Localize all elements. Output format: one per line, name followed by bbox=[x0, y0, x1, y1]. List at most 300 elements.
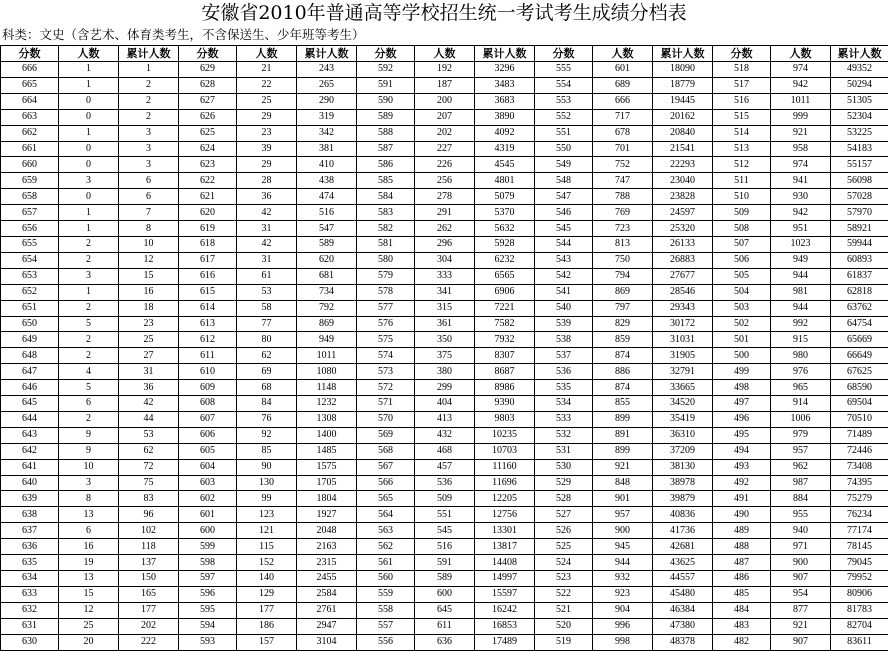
table-cell: 618 bbox=[179, 236, 237, 252]
table-cell: 78145 bbox=[831, 539, 888, 555]
table-cell: 508 bbox=[713, 221, 771, 237]
table-row bbox=[1, 364, 888, 380]
table-cell: 76234 bbox=[831, 507, 888, 523]
table-cell: 137 bbox=[119, 555, 179, 571]
table-cell: 628 bbox=[179, 77, 237, 93]
table-cell: 1011 bbox=[771, 93, 831, 109]
table-cell: 629 bbox=[179, 62, 237, 78]
table-cell: 608 bbox=[179, 396, 237, 412]
table-cell: 4801 bbox=[475, 173, 535, 189]
table-cell: 616 bbox=[179, 268, 237, 284]
table-cell: 290 bbox=[297, 93, 357, 109]
table-cell: 632 bbox=[1, 602, 59, 618]
table-cell: 944 bbox=[771, 268, 831, 284]
table-cell: 609 bbox=[179, 380, 237, 396]
table-cell: 620 bbox=[179, 205, 237, 221]
table-cell: 3296 bbox=[475, 62, 535, 78]
table-cell: 641 bbox=[1, 459, 59, 475]
table-cell: 566 bbox=[357, 475, 415, 491]
table-cell: 19445 bbox=[653, 93, 713, 109]
table-cell: 79045 bbox=[831, 555, 888, 571]
table-row bbox=[1, 459, 888, 475]
table-cell: 1011 bbox=[297, 348, 357, 364]
table-cell: 76 bbox=[237, 411, 297, 427]
table-cell: 644 bbox=[1, 411, 59, 427]
table-cell: 569 bbox=[357, 427, 415, 443]
table-cell: 13 bbox=[59, 507, 119, 523]
table-cell: 532 bbox=[535, 427, 593, 443]
table-cell: 987 bbox=[771, 475, 831, 491]
table-cell: 36 bbox=[237, 189, 297, 205]
table-cell: 42681 bbox=[653, 539, 713, 555]
table-cell: 256 bbox=[415, 173, 475, 189]
table-cell: 18090 bbox=[653, 62, 713, 78]
table-cell: 605 bbox=[179, 443, 237, 459]
table-row bbox=[1, 491, 888, 507]
table-cell: 900 bbox=[771, 555, 831, 571]
table-cell: 601 bbox=[179, 507, 237, 523]
table-cell: 568 bbox=[357, 443, 415, 459]
table-cell: 949 bbox=[771, 252, 831, 268]
table-cell: 538 bbox=[535, 332, 593, 348]
table-cell: 4092 bbox=[475, 125, 535, 141]
table-row bbox=[1, 316, 888, 332]
table-cell: 457 bbox=[415, 459, 475, 475]
table-cell: 1308 bbox=[297, 411, 357, 427]
table-cell: 615 bbox=[179, 284, 237, 300]
table-cell: 504 bbox=[713, 284, 771, 300]
table-cell: 645 bbox=[1, 396, 59, 412]
table-cell: 663 bbox=[1, 109, 59, 125]
table-cell: 53225 bbox=[831, 125, 888, 141]
table-cell: 497 bbox=[713, 396, 771, 412]
table-cell: 553 bbox=[535, 93, 593, 109]
table-cell: 584 bbox=[357, 189, 415, 205]
table-cell: 610 bbox=[179, 364, 237, 380]
table-row bbox=[1, 77, 888, 93]
table-row bbox=[1, 141, 888, 157]
table-cell: 944 bbox=[593, 555, 653, 571]
column-header: 分数 bbox=[179, 46, 237, 62]
table-cell: 1927 bbox=[297, 507, 357, 523]
table-cell: 556 bbox=[357, 634, 415, 650]
table-cell: 483 bbox=[713, 618, 771, 634]
table-cell: 915 bbox=[771, 332, 831, 348]
table-cell: 666 bbox=[1, 62, 59, 78]
table-cell: 69504 bbox=[831, 396, 888, 412]
table-cell: 559 bbox=[357, 586, 415, 602]
table-cell: 487 bbox=[713, 555, 771, 571]
table-cell: 52304 bbox=[831, 109, 888, 125]
table-cell: 1 bbox=[59, 125, 119, 141]
table-cell: 8986 bbox=[475, 380, 535, 396]
column-header: 分数 bbox=[1, 46, 59, 62]
table-cell: 544 bbox=[535, 236, 593, 252]
table-cell: 37209 bbox=[653, 443, 713, 459]
table-cell: 70510 bbox=[831, 411, 888, 427]
table-cell: 55157 bbox=[831, 157, 888, 173]
table-cell: 662 bbox=[1, 125, 59, 141]
table-cell: 85 bbox=[237, 443, 297, 459]
table-cell: 884 bbox=[771, 491, 831, 507]
table-row bbox=[1, 236, 888, 252]
table-row bbox=[1, 443, 888, 459]
table-cell: 243 bbox=[297, 62, 357, 78]
table-cell: 5370 bbox=[475, 205, 535, 221]
table-cell: 678 bbox=[593, 125, 653, 141]
table-cell: 577 bbox=[357, 300, 415, 316]
table-cell: 958 bbox=[771, 141, 831, 157]
column-header: 人数 bbox=[415, 46, 475, 62]
table-cell: 333 bbox=[415, 268, 475, 284]
table-cell: 942 bbox=[771, 205, 831, 221]
table-cell: 645 bbox=[415, 602, 475, 618]
table-cell: 2 bbox=[119, 77, 179, 93]
table-cell: 640 bbox=[1, 475, 59, 491]
table-cell: 265 bbox=[297, 77, 357, 93]
table-cell: 1148 bbox=[297, 380, 357, 396]
table-cell: 561 bbox=[357, 555, 415, 571]
table-cell: 16242 bbox=[475, 602, 535, 618]
table-cell: 380 bbox=[415, 364, 475, 380]
table-cell: 516 bbox=[297, 205, 357, 221]
table-cell: 66649 bbox=[831, 348, 888, 364]
table-cell: 992 bbox=[771, 316, 831, 332]
table-cell: 80 bbox=[237, 332, 297, 348]
table-cell: 587 bbox=[357, 141, 415, 157]
table-cell: 517 bbox=[713, 77, 771, 93]
table-cell: 44557 bbox=[653, 571, 713, 587]
table-cell: 202 bbox=[119, 618, 179, 634]
table-cell: 15597 bbox=[475, 586, 535, 602]
table-cell: 524 bbox=[535, 555, 593, 571]
table-cell: 998 bbox=[593, 634, 653, 650]
table-cell: 607 bbox=[179, 411, 237, 427]
table-cell: 17489 bbox=[475, 634, 535, 650]
table-cell: 499 bbox=[713, 364, 771, 380]
category-subtitle: 科类：文史（含艺术、体育类考生，不含保送生、少年班等考生） bbox=[2, 27, 365, 42]
table-cell: 891 bbox=[593, 427, 653, 443]
table-cell: 511 bbox=[713, 173, 771, 189]
table-cell: 533 bbox=[535, 411, 593, 427]
table-cell: 0 bbox=[59, 93, 119, 109]
table-cell: 3 bbox=[59, 268, 119, 284]
table-cell: 58921 bbox=[831, 221, 888, 237]
table-cell: 886 bbox=[593, 364, 653, 380]
table-cell: 578 bbox=[357, 284, 415, 300]
table-cell: 61837 bbox=[831, 268, 888, 284]
column-header: 累计人数 bbox=[297, 46, 357, 62]
table-cell: 262 bbox=[415, 221, 475, 237]
table-cell: 813 bbox=[593, 236, 653, 252]
table-cell: 73408 bbox=[831, 459, 888, 475]
table-cell: 630 bbox=[1, 634, 59, 650]
table-cell: 90 bbox=[237, 459, 297, 475]
table-cell: 548 bbox=[535, 173, 593, 189]
table-cell: 22 bbox=[237, 77, 297, 93]
table-cell: 468 bbox=[415, 443, 475, 459]
table-cell: 901 bbox=[593, 491, 653, 507]
table-cell: 1400 bbox=[297, 427, 357, 443]
table-cell: 11696 bbox=[475, 475, 535, 491]
table-cell: 974 bbox=[771, 62, 831, 78]
table-cell: 654 bbox=[1, 252, 59, 268]
table-cell: 42 bbox=[237, 205, 297, 221]
table-cell: 563 bbox=[357, 523, 415, 539]
table-cell: 115 bbox=[237, 539, 297, 555]
table-cell: 72 bbox=[119, 459, 179, 475]
table-cell: 46384 bbox=[653, 602, 713, 618]
table-cell: 1705 bbox=[297, 475, 357, 491]
table-cell: 20840 bbox=[653, 125, 713, 141]
table-cell: 660 bbox=[1, 157, 59, 173]
table-cell: 503 bbox=[713, 300, 771, 316]
table-cell: 375 bbox=[415, 348, 475, 364]
table-cell: 551 bbox=[415, 507, 475, 523]
table-cell: 361 bbox=[415, 316, 475, 332]
table-cell: 638 bbox=[1, 507, 59, 523]
table-cell: 1575 bbox=[297, 459, 357, 475]
table-cell: 627 bbox=[179, 93, 237, 109]
table-cell: 631 bbox=[1, 618, 59, 634]
table-cell: 565 bbox=[357, 491, 415, 507]
table-cell: 488 bbox=[713, 539, 771, 555]
table-cell: 999 bbox=[771, 109, 831, 125]
table-cell: 518 bbox=[713, 62, 771, 78]
table-cell: 611 bbox=[415, 618, 475, 634]
table-cell: 15 bbox=[119, 268, 179, 284]
table-cell: 12 bbox=[59, 602, 119, 618]
table-cell: 28546 bbox=[653, 284, 713, 300]
table-cell: 25 bbox=[237, 93, 297, 109]
table-cell: 591 bbox=[415, 555, 475, 571]
table-cell: 869 bbox=[593, 284, 653, 300]
table-cell: 514 bbox=[713, 125, 771, 141]
table-cell: 974 bbox=[771, 157, 831, 173]
table-cell: 31905 bbox=[653, 348, 713, 364]
table-cell: 2 bbox=[59, 300, 119, 316]
table-cell: 341 bbox=[415, 284, 475, 300]
table-cell: 18779 bbox=[653, 77, 713, 93]
table-row bbox=[1, 332, 888, 348]
table-cell: 788 bbox=[593, 189, 653, 205]
table-cell: 23 bbox=[237, 125, 297, 141]
table-cell: 955 bbox=[771, 507, 831, 523]
table-cell: 547 bbox=[535, 189, 593, 205]
table-cell: 1 bbox=[59, 221, 119, 237]
table-cell: 622 bbox=[179, 173, 237, 189]
table-cell: 8 bbox=[59, 491, 119, 507]
table-cell: 0 bbox=[59, 157, 119, 173]
table-cell: 528 bbox=[535, 491, 593, 507]
table-cell: 573 bbox=[357, 364, 415, 380]
table-cell: 3 bbox=[119, 125, 179, 141]
table-cell: 18 bbox=[119, 300, 179, 316]
table-cell: 4545 bbox=[475, 157, 535, 173]
table-cell: 523 bbox=[535, 571, 593, 587]
table-cell: 614 bbox=[179, 300, 237, 316]
header-row bbox=[1, 46, 888, 62]
table-cell: 507 bbox=[713, 236, 771, 252]
table-cell: 636 bbox=[1, 539, 59, 555]
table-cell: 572 bbox=[357, 380, 415, 396]
table-cell: 13301 bbox=[475, 523, 535, 539]
table-cell: 62818 bbox=[831, 284, 888, 300]
table-row bbox=[1, 205, 888, 221]
table-cell: 2 bbox=[59, 411, 119, 427]
table-cell: 68590 bbox=[831, 380, 888, 396]
table-cell: 530 bbox=[535, 459, 593, 475]
table-cell: 486 bbox=[713, 571, 771, 587]
table-cell: 597 bbox=[179, 571, 237, 587]
table-cell: 23828 bbox=[653, 189, 713, 205]
page-title: 安徽省2010年普通高等学校招生统一考试考生成绩分档表 bbox=[201, 2, 687, 24]
table-cell: 102 bbox=[119, 523, 179, 539]
table-cell: 604 bbox=[179, 459, 237, 475]
table-cell: 904 bbox=[593, 602, 653, 618]
table-row bbox=[1, 507, 888, 523]
table-cell: 557 bbox=[357, 618, 415, 634]
table-cell: 482 bbox=[713, 634, 771, 650]
table-row bbox=[1, 189, 888, 205]
column-header: 累计人数 bbox=[831, 46, 888, 62]
table-cell: 0 bbox=[59, 141, 119, 157]
table-cell: 62 bbox=[119, 443, 179, 459]
table-row bbox=[1, 586, 888, 602]
table-cell: 664 bbox=[1, 93, 59, 109]
table-cell: 3683 bbox=[475, 93, 535, 109]
table-cell: 202 bbox=[415, 125, 475, 141]
table-cell: 35419 bbox=[653, 411, 713, 427]
table-row bbox=[1, 427, 888, 443]
table-cell: 22293 bbox=[653, 157, 713, 173]
table-cell: 551 bbox=[535, 125, 593, 141]
table-cell: 598 bbox=[179, 555, 237, 571]
table-cell: 3 bbox=[119, 141, 179, 157]
table-cell: 621 bbox=[179, 189, 237, 205]
table-cell: 555 bbox=[535, 62, 593, 78]
table-cell: 981 bbox=[771, 284, 831, 300]
table-cell: 539 bbox=[535, 316, 593, 332]
table-cell: 635 bbox=[1, 555, 59, 571]
table-cell: 12 bbox=[119, 252, 179, 268]
table-cell: 501 bbox=[713, 332, 771, 348]
table-row bbox=[1, 221, 888, 237]
table-cell: 550 bbox=[535, 141, 593, 157]
table-cell: 5079 bbox=[475, 189, 535, 205]
table-cell: 941 bbox=[771, 173, 831, 189]
table-cell: 752 bbox=[593, 157, 653, 173]
table-cell: 637 bbox=[1, 523, 59, 539]
table-cell: 10235 bbox=[475, 427, 535, 443]
table-cell: 38978 bbox=[653, 475, 713, 491]
table-cell: 575 bbox=[357, 332, 415, 348]
table-cell: 750 bbox=[593, 252, 653, 268]
table-cell: 582 bbox=[357, 221, 415, 237]
table-cell: 723 bbox=[593, 221, 653, 237]
table-cell: 1485 bbox=[297, 443, 357, 459]
table-cell: 2 bbox=[59, 348, 119, 364]
table-cell: 129 bbox=[237, 586, 297, 602]
table-cell: 652 bbox=[1, 284, 59, 300]
table-cell: 521 bbox=[535, 602, 593, 618]
table-cell: 500 bbox=[713, 348, 771, 364]
table-cell: 226 bbox=[415, 157, 475, 173]
table-cell: 83 bbox=[119, 491, 179, 507]
table-cell: 491 bbox=[713, 491, 771, 507]
table-cell: 647 bbox=[1, 364, 59, 380]
table-cell: 541 bbox=[535, 284, 593, 300]
table-cell: 625 bbox=[179, 125, 237, 141]
table-cell: 5928 bbox=[475, 236, 535, 252]
table-cell: 957 bbox=[771, 443, 831, 459]
table-cell: 49352 bbox=[831, 62, 888, 78]
table-cell: 16 bbox=[59, 539, 119, 555]
table-cell: 8307 bbox=[475, 348, 535, 364]
table-cell: 3 bbox=[119, 157, 179, 173]
table-cell: 580 bbox=[357, 252, 415, 268]
table-cell: 43625 bbox=[653, 555, 713, 571]
table-cell: 525 bbox=[535, 539, 593, 555]
table-row bbox=[1, 634, 888, 650]
table-cell: 16 bbox=[119, 284, 179, 300]
table-cell: 527 bbox=[535, 507, 593, 523]
table-cell: 77 bbox=[237, 316, 297, 332]
table-cell: 567 bbox=[357, 459, 415, 475]
table-cell: 2 bbox=[59, 236, 119, 252]
table-cell: 79952 bbox=[831, 571, 888, 587]
table-cell: 593 bbox=[179, 634, 237, 650]
table-cell: 944 bbox=[771, 300, 831, 316]
table-cell: 509 bbox=[713, 205, 771, 221]
table-cell: 2761 bbox=[297, 602, 357, 618]
table-cell: 590 bbox=[357, 93, 415, 109]
table-cell: 7221 bbox=[475, 300, 535, 316]
table-cell: 642 bbox=[1, 443, 59, 459]
table-cell: 505 bbox=[713, 268, 771, 284]
table-cell: 278 bbox=[415, 189, 475, 205]
table-cell: 77174 bbox=[831, 523, 888, 539]
table-cell: 186 bbox=[237, 618, 297, 634]
table-cell: 648 bbox=[1, 348, 59, 364]
table-cell: 1804 bbox=[297, 491, 357, 507]
table-cell: 50294 bbox=[831, 77, 888, 93]
table-cell: 490 bbox=[713, 507, 771, 523]
table-cell: 589 bbox=[415, 571, 475, 587]
table-cell: 874 bbox=[593, 348, 653, 364]
table-cell: 907 bbox=[771, 571, 831, 587]
table-cell: 6 bbox=[59, 396, 119, 412]
table-cell: 681 bbox=[297, 268, 357, 284]
table-cell: 42 bbox=[237, 236, 297, 252]
table-cell: 907 bbox=[771, 634, 831, 650]
table-cell: 96 bbox=[119, 507, 179, 523]
table-row bbox=[1, 411, 888, 427]
table-cell: 0 bbox=[59, 189, 119, 205]
table-cell: 496 bbox=[713, 411, 771, 427]
table-cell: 60893 bbox=[831, 252, 888, 268]
table-cell: 921 bbox=[771, 125, 831, 141]
table-cell: 619 bbox=[179, 221, 237, 237]
table-cell: 498 bbox=[713, 380, 771, 396]
table-cell: 516 bbox=[713, 93, 771, 109]
table-cell: 16853 bbox=[475, 618, 535, 634]
table-cell: 747 bbox=[593, 173, 653, 189]
table-cell: 957 bbox=[593, 507, 653, 523]
table-cell: 562 bbox=[357, 539, 415, 555]
table-cell: 71489 bbox=[831, 427, 888, 443]
table-cell: 6565 bbox=[475, 268, 535, 284]
